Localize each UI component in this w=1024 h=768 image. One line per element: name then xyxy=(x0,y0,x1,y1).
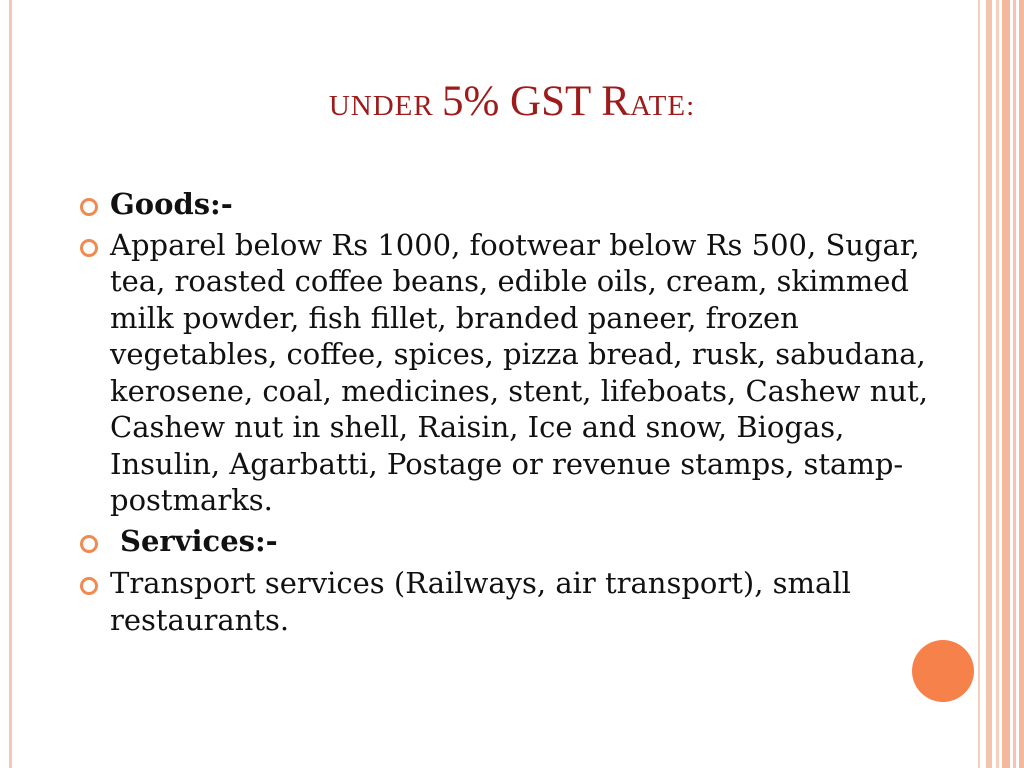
goods-heading: Goods:- xyxy=(110,187,233,221)
circle-bullet-icon xyxy=(80,577,98,595)
list-item xyxy=(78,565,938,638)
circle-bullet-icon xyxy=(80,198,98,216)
services-heading: Services:- xyxy=(120,523,278,558)
circle-bullet-icon xyxy=(80,239,98,257)
title-main: 5% GST xyxy=(441,78,602,125)
list-item xyxy=(78,186,938,223)
list-item xyxy=(78,523,938,560)
circle-bullet-icon xyxy=(80,535,98,553)
title-cap: R xyxy=(601,78,630,125)
services-list-text: Transport services (Railways, air transport), small restaurants. xyxy=(110,566,851,637)
title-rest: ATE: xyxy=(629,90,696,122)
bullet-list xyxy=(78,186,938,638)
decorative-circle xyxy=(912,640,974,702)
title-prefix: UNDER xyxy=(328,90,442,122)
slide-title xyxy=(0,76,1024,132)
goods-list-text: Apparel below Rs 1000, footwear below Rs 500, Sugar, tea, roasted coffee beans, edible oils, cream, skimmed milk powder, fish fillet, branded paneer, frozen vegetables, coffee, spices, pizza bread, rusk, sabudana, kerosene, coal, medicines, stent, lifeboats, Cashew nut, Cashew nut in shell, Raisin, Ice and snow, Biogas, Insulin, Agarbatti, Postage or revenue stamps, stamp-postmarks. xyxy=(110,227,928,517)
list-item xyxy=(78,227,938,519)
